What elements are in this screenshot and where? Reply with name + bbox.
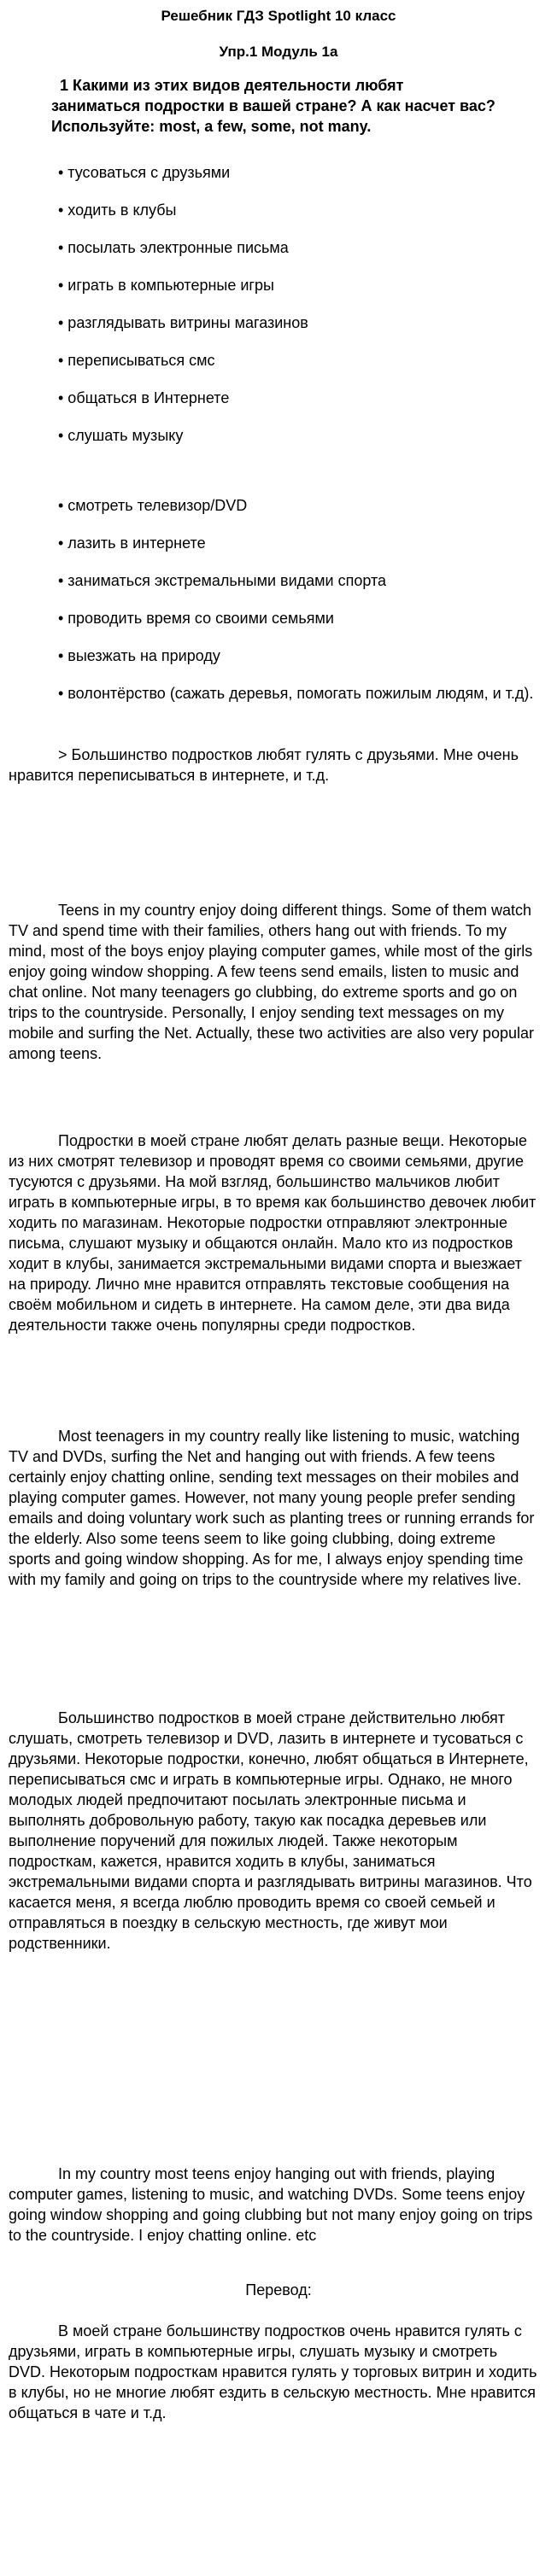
- paragraph-en-1: Teens in my country enjoy doing different things. Some of them watch TV and spend time with their families, others hang out with friends. To my mind, most of the boys enjoy playing computer games, while most of the girls enjoy going window shopping. A few teens send emails, listen to music and chat online. Not many teenagers go clubbing, do extreme sports and go on trips to the countryside. Personally, I enjoy sending text messages on my mobile and surfing the Net. Actually, these two activities are also very popular among teens.: [9, 902, 534, 1062]
- translation-label: Перевод:: [245, 2281, 312, 2299]
- activity-item: • общаться в Интернете: [58, 389, 230, 406]
- paragraph-en-2: Most teenagers in my country really like listening to music, watching TV and DVDs, surfing the Net and hanging out with friends. A few teens certainly enjoy chatting online, sending text messages on their mobiles and playing computer games. However, not many young people prefer sending emails and doing voluntary work such as planting trees or running errands for the elderly. Also some teens seem to like going clubbing, doing extreme sports and going window shopping. As for me, I always enjoy spending time with my family and going on trips to the countryside where my relatives live.: [9, 1428, 535, 1588]
- activity-item: • слушать музыку: [58, 427, 184, 444]
- activity-item: • ходить в клубы: [58, 202, 177, 219]
- page-title: Решебник ГДЗ Spotlight 10 класс: [161, 8, 396, 24]
- paragraph-en-3: In my country most teens enjoy hanging out with friends, playing computer games, listening to music, and watching DVDs. Some teens enjoy going window shopping and going clubbing but not many enjoy going on trips to the countryside. I enjoy chatting online. etc: [9, 2165, 533, 2244]
- activity-item: • посылать электронные письма: [58, 239, 289, 256]
- activity-item: • проводить время со своими семьями: [58, 610, 334, 627]
- activity-item: • играть в компьютерные игры: [58, 277, 274, 294]
- activity-item-volunteer: • волонтёрство (сажать деревья, помогать пожилым людям, и т.д).: [58, 685, 534, 702]
- activity-item: • тусоваться с друзьями: [58, 164, 231, 181]
- activity-item: • заниматься экстремальными видами спорта: [58, 572, 387, 589]
- paragraph-ru-2: Большинство подростков в моей стране действительно любят слушать, смотреть телевизор и DVD, лазить в интернете и тусоваться с друзьями. Некоторые подростки, конечно, любят общаться в Интернете, переписываться смс и играть в компьютерные игры. Однако, не много молодых людей предпочитают посылать электронные письма и выполнять добровольную работу, такую как посадка деревьев или выполнение поручений для пожилых людей. Также некоторым подросткам, кажется, нравится ходить в клубы, заниматься экстремальными видами спорта и разглядывать витрины магазинов. Что касается меня, я всегда люблю проводить время со своей семьей и отправляться в поездку в сельскую местность, где живут мои родственники.: [9, 1709, 532, 1952]
- activity-item: • выезжать на природу: [58, 647, 220, 664]
- translation-text: В моей стране большинству подростков очень нравится гулять с друзьями, играть в компьютерные игры, слушать музыку и смотреть DVD. Некоторым подросткам нравится гулять у торговых витрин и ходить в клубы, но не многие любят ездить в сельскую местность. Мне нравится общаться в чате и т.д.: [9, 2322, 537, 2421]
- activity-item: • переписываться смс: [58, 352, 215, 369]
- question-text: 1 Какими из этих видов деятельности любят заниматься подростки в вашей стране? А как насчет вас? Используйте: most, a few, some, not many.: [51, 77, 495, 135]
- exercise-subtitle: Упр.1 Модуль 1а: [219, 44, 338, 60]
- activity-item: • разглядывать витрины магазинов: [58, 314, 308, 331]
- activity-item: • лазить в интернете: [58, 534, 206, 552]
- activity-item: • смотреть телевизор/DVD: [58, 497, 248, 514]
- paragraph-ru-1: Подростки в моей стране любят делать разные вещи. Некоторые из них смотрят телевизор и проводят время со своими семьями, другие тусуются с друзьями. На мой взгляд, большинство мальчиков любит играть в компьютерные игры, в то время как большинство девочек любит ходить по магазинам. Некоторые подростки отправляют электронные письма, слушают музыку и общаются онлайн. Мало кто из подростков ходит в клубы, занимается экстремальными видами спорта и выезжает на природу. Лично мне нравится отправлять текстовые сообщения на своём мобильном и сидеть в интернете. На самом деле, эти два вида деятельности также очень популярны среди подростков.: [9, 1132, 536, 1334]
- answer-intro: > Большинство подростков любят гулять с друзьями. Мне очень нравится переписываться в интернете, и т.д.: [9, 746, 519, 784]
